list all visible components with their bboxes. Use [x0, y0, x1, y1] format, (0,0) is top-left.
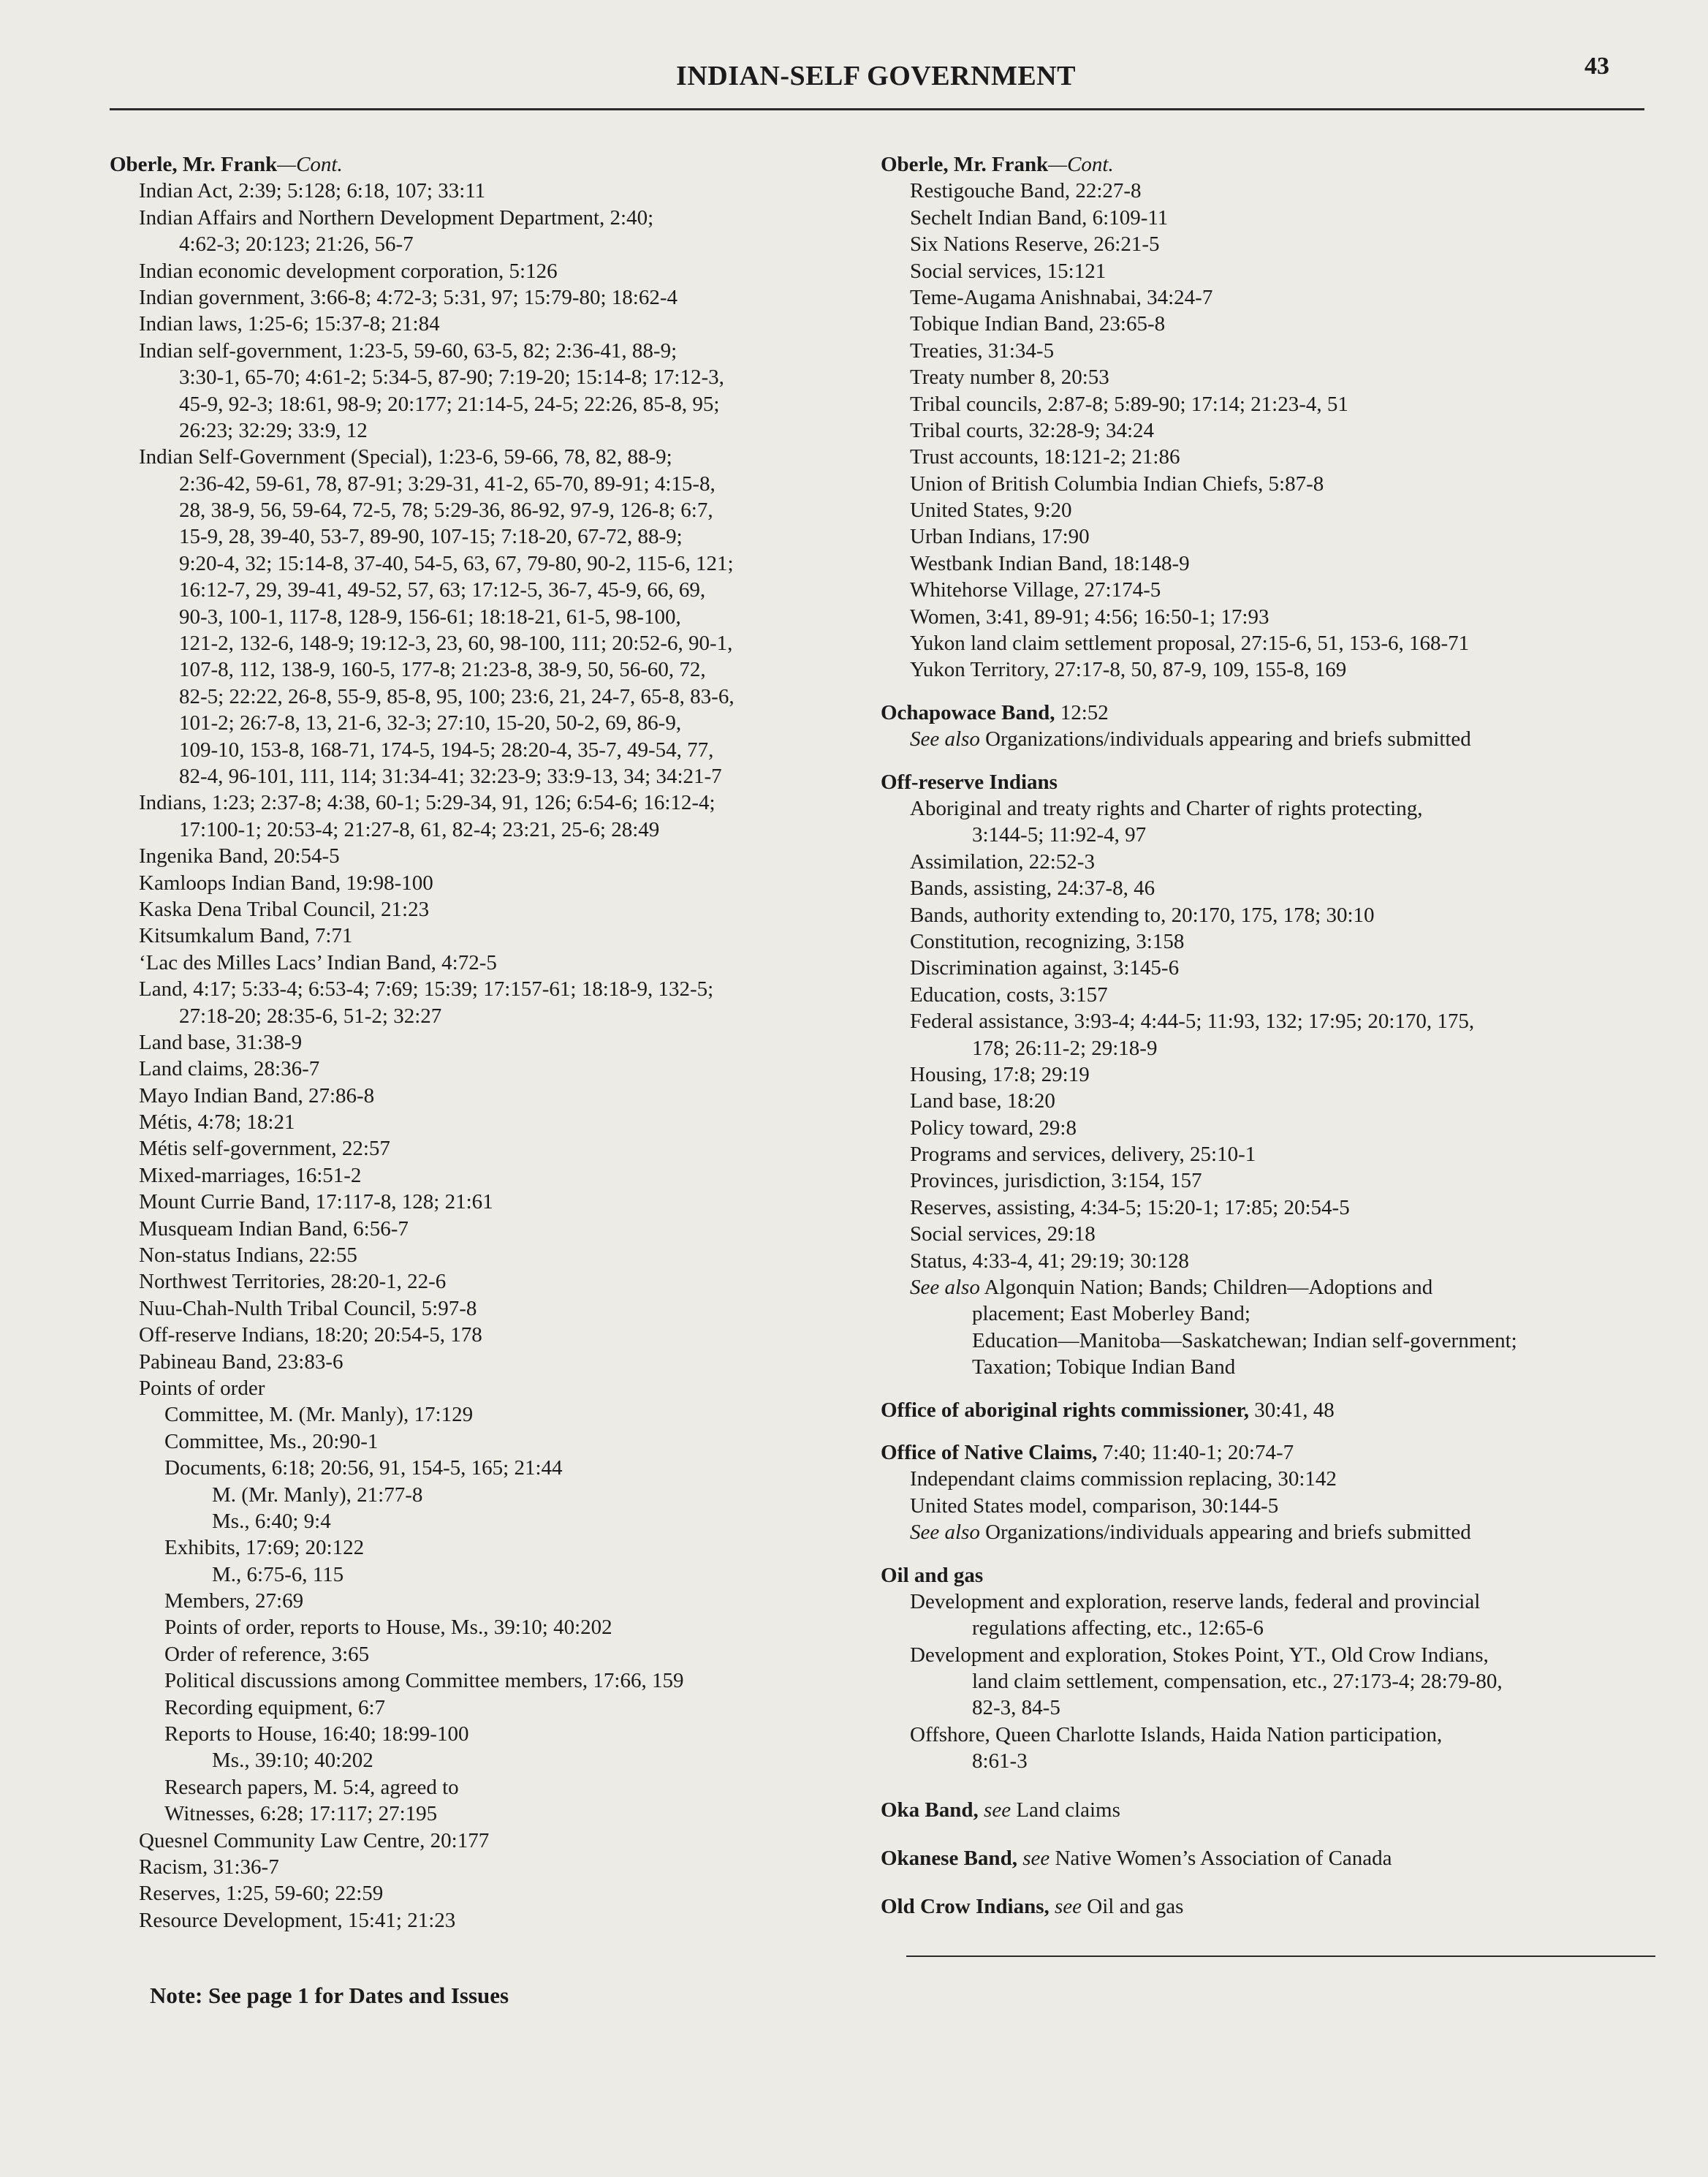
entry-text: 121-2, 132-6, 148-9; 19:12-3, 23, 60, 98-100, 111; 20:52-6, 90-1, — [179, 632, 733, 656]
see-reference: see — [978, 1798, 1011, 1822]
entry-text: Land, 4:17; 5:33-4; 6:53-4; 7:69; 15:39; 17:157-61; 18:18-9, 132-5; — [139, 977, 714, 1002]
entry-text: Mixed-marriages, 16:51-2 — [139, 1163, 362, 1187]
index-subentry — [110, 284, 862, 311]
index-subentry — [881, 1642, 1655, 1668]
entry-text: Land claims, 28:36-7 — [139, 1057, 320, 1081]
index-subentry — [881, 1695, 1655, 1721]
index-subentry — [110, 364, 862, 390]
entry-text: Federal assistance, 3:93-4; 4:44-5; 11:93, 132; 17:95; 20:170, 175, — [910, 1010, 1475, 1034]
index-subentry — [110, 1242, 862, 1268]
index-subentry — [881, 604, 1655, 630]
index-subentry — [881, 902, 1655, 928]
index-subentry — [881, 1141, 1655, 1167]
entry-text: Reserves, 1:25, 59-60; 22:59 — [139, 1882, 384, 1906]
index-subentry — [881, 1668, 1655, 1695]
entry-text: 82-5; 22:22, 26-8, 55-9, 85-8, 95, 100; 23:6, 21, 24-7, 65-8, 83-6, — [179, 684, 735, 708]
index-heading — [881, 1845, 1655, 1871]
entry-text: Métis, 4:78; 18:21 — [139, 1110, 295, 1135]
index-subentry — [110, 1135, 862, 1162]
entry-text: Exhibits, 17:69; 20:122 — [164, 1536, 365, 1560]
index-subentry — [110, 258, 862, 284]
index-heading — [110, 151, 862, 178]
entry-text: Indian government, 3:66-8; 4:72-3; 5:31, 97; 15:79-80; 18:62-4 — [139, 285, 677, 309]
see-reference: see — [1049, 1895, 1082, 1919]
entry-text: Treaties, 31:34-5 — [910, 338, 1055, 363]
index-subentry — [110, 1003, 862, 1029]
entry-text: 28, 38-9, 56, 59-64, 72-5, 78; 5:29-36, 86-92, 97-9, 126-8; 6:7, — [179, 499, 713, 523]
index-subentry — [110, 1561, 862, 1588]
index-subentry — [110, 1322, 862, 1348]
index-subentry — [110, 817, 862, 843]
entry-text: Recording equipment, 6:7 — [164, 1695, 386, 1719]
index-subentry — [110, 1109, 862, 1135]
index-subentry — [110, 338, 862, 364]
entry-text: Bands, authority extending to, 20:170, 175, 178; 30:10 — [910, 903, 1375, 927]
entry-text: Mayo Indian Band, 27:86-8 — [139, 1083, 375, 1108]
index-subentry — [881, 1274, 1655, 1300]
running-head — [110, 53, 1642, 111]
entry-text: Offshore, Queen Charlotte Islands, Haida Nation participation, — [910, 1722, 1443, 1746]
entry-text: Treaty number 8, 20:53 — [910, 366, 1109, 390]
entry-text: 107-8, 112, 138-9, 160-5, 177-8; 21:23-8, 38-9, 50, 56-60, 72, — [179, 658, 706, 682]
entry-text: Westbank Indian Band, 18:148-9 — [910, 551, 1190, 575]
entry-text: 27:18-20; 28:35-6, 51-2; 32:27 — [179, 1004, 442, 1028]
index-subentry — [881, 1589, 1655, 1615]
page-number: 43 — [1584, 53, 1609, 80]
entry-text: Indian economic development corporation, 5:126 — [139, 259, 558, 283]
index-heading — [881, 1893, 1655, 1920]
index-subentry — [881, 1088, 1655, 1114]
index-subentry — [110, 1455, 862, 1481]
entry-text: Policy toward, 29:8 — [910, 1116, 1077, 1140]
index-subentry — [110, 1401, 862, 1428]
index-heading — [881, 769, 1655, 795]
entry-text: Education—Manitoba—Saskatchewan; Indian self-government; — [972, 1328, 1517, 1352]
index-subentry — [110, 1029, 862, 1056]
index-subentry — [881, 795, 1655, 822]
entry-text: Development and exploration, Stokes Point, YT., Old Crow Indians, — [910, 1643, 1489, 1667]
entry-text: Ms., 6:40; 9:4 — [212, 1509, 331, 1533]
see-also-label: See also — [910, 1521, 980, 1545]
entry-text: Order of reference, 3:65 — [164, 1642, 370, 1666]
entry-text: Off-reserve Indians, 18:20; 20:54-5, 178 — [139, 1323, 482, 1347]
entry-text: Provinces, jurisdiction, 3:154, 157 — [910, 1169, 1202, 1193]
continued-label: —Cont. — [1048, 153, 1114, 176]
entry-text: Six Nations Reserve, 26:21-5 — [910, 232, 1160, 257]
index-subentry — [110, 1189, 862, 1215]
entry-text: Programs and services, delivery, 25:10-1 — [910, 1143, 1256, 1167]
entry-text: Kitsumkalum Band, 7:71 — [139, 924, 353, 948]
heading-reference: Native Women’s Association of Canada — [1050, 1847, 1392, 1871]
index-subentry — [881, 1008, 1655, 1034]
heading-text: Oberle, Mr. Frank — [881, 153, 1049, 176]
entry-text: Reserves, assisting, 4:34-5; 15:20-1; 17:85; 20:54-5 — [910, 1195, 1350, 1219]
heading-reference: 7:40; 11:40-1; 20:74-7 — [1097, 1440, 1294, 1464]
entry-text: Indian Self-Government (Special), 1:23-6, 59-66, 78, 82, 88-9; — [139, 445, 672, 469]
entry-text: Kamloops Indian Band, 19:98-100 — [139, 871, 433, 895]
entry-text: Social services, 15:121 — [910, 259, 1107, 283]
index-heading — [881, 1439, 1655, 1466]
entry-text: Women, 3:41, 89-91; 4:56; 16:50-1; 17:93 — [910, 605, 1269, 629]
index-subentry — [110, 1854, 862, 1880]
index-subentry — [110, 1083, 862, 1109]
index-subentry — [881, 1328, 1655, 1354]
entry-text: Tribal councils, 2:87-8; 5:89-90; 17:14; 21:23-4, 51 — [910, 392, 1348, 416]
entry-text: 9:20-4, 32; 15:14-8, 37-40, 54-5, 63, 67, 79-80, 90-2, 115-6, 121; — [179, 551, 734, 575]
index-subentry — [110, 1614, 862, 1640]
entry-text: Whitehorse Village, 27:174-5 — [910, 578, 1161, 602]
entry-text: Resource Development, 15:41; 21:23 — [139, 1908, 456, 1932]
entry-text: land claim settlement, compensation, etc., 27:173-4; 28:79-80, — [972, 1670, 1503, 1694]
index-subentry — [110, 656, 862, 683]
entry-text: 3:30-1, 65-70; 4:61-2; 5:34-5, 87-90; 7:19-20; 15:14-8; 17:12-3, — [179, 366, 724, 390]
index-heading — [881, 1797, 1655, 1823]
index-column-right — [881, 151, 1655, 1920]
index-subentry — [881, 1115, 1655, 1141]
index-subentry — [881, 258, 1655, 284]
index-subentry — [110, 843, 862, 869]
heading-text: Okanese Band, — [881, 1847, 1017, 1871]
index-subentry — [881, 822, 1655, 848]
entry-text: Points of order — [139, 1376, 265, 1400]
index-subentry — [110, 790, 862, 816]
heading-text: Office of Native Claims, — [881, 1440, 1098, 1464]
index-subentry — [881, 205, 1655, 231]
entry-text: ‘Lac des Milles Lacs’ Indian Band, 4:72-5 — [139, 950, 497, 974]
heading-reference: 12:52 — [1055, 700, 1109, 724]
index-subentry — [110, 923, 862, 949]
entry-text: Tobique Indian Band, 23:65-8 — [910, 312, 1166, 336]
see-also-label: See also — [910, 727, 980, 751]
index-subentry — [881, 523, 1655, 550]
index-subentry — [881, 1035, 1655, 1061]
index-subentry — [110, 1641, 862, 1667]
entry-text: Sechelt Indian Band, 6:109-11 — [910, 205, 1169, 230]
heading-text: Oberle, Mr. Frank — [110, 153, 278, 176]
entry-text: Constitution, recognizing, 3:158 — [910, 929, 1185, 953]
index-subentry — [110, 1828, 862, 1854]
entry-text: 26:23; 32:29; 33:9, 12 — [179, 418, 368, 442]
index-subentry — [881, 630, 1655, 656]
index-subentry — [110, 311, 862, 337]
entry-text: Development and exploration, reserve lands, federal and provincial — [910, 1589, 1481, 1613]
index-subentry — [881, 1615, 1655, 1641]
entry-text: Indian laws, 1:25-6; 15:37-8; 21:84 — [139, 312, 440, 336]
header-rule — [110, 108, 1644, 110]
heading-text: Ochapowace Band, — [881, 700, 1055, 724]
index-subentry — [881, 284, 1655, 311]
entry-text: Taxation; Tobique Indian Band — [972, 1355, 1236, 1379]
index-subentry — [110, 417, 862, 444]
heading-text: Office of aboriginal rights commissioner, — [881, 1398, 1249, 1422]
entry-text: 15-9, 28, 39-40, 53-7, 89-90, 107-15; 7:18-20, 67-72, 88-9; — [179, 525, 683, 549]
entry-text: M., 6:75-6, 115 — [212, 1562, 344, 1586]
index-subentry — [881, 231, 1655, 257]
index-subentry — [110, 763, 862, 790]
footer-note: Note: See page 1 for Dates and Issues — [150, 1983, 509, 2008]
entry-text: Trust accounts, 18:121-2; 21:86 — [910, 445, 1180, 469]
index-subentry — [881, 1519, 1655, 1545]
entry-text: Assimilation, 22:52-3 — [910, 849, 1095, 874]
index-subentry — [881, 1221, 1655, 1247]
entry-text: United States, 9:20 — [910, 499, 1072, 523]
index-subentry — [110, 178, 862, 204]
index-subentry — [110, 1801, 862, 1827]
index-subentry — [881, 928, 1655, 955]
see-also-target: Algonquin Nation; Bands; Children—Adoptions and — [979, 1276, 1433, 1300]
entry-text: Indian Affairs and Northern Development Department, 2:40; — [139, 205, 654, 230]
entry-text: Social services, 29:18 — [910, 1222, 1096, 1246]
entry-text: Nuu-Chah-Nulth Tribal Council, 5:97-8 — [139, 1296, 477, 1320]
entry-text: regulations affecting, etc., 12:65-6 — [972, 1616, 1264, 1640]
entry-text: Bands, assisting, 24:37-8, 46 — [910, 877, 1155, 901]
entry-text: Non-status Indians, 22:55 — [139, 1243, 357, 1268]
continued-label: —Cont. — [277, 153, 343, 176]
index-subentry — [110, 1428, 862, 1455]
see-reference: see — [1017, 1847, 1050, 1871]
heading-reference: 30:41, 48 — [1248, 1398, 1335, 1422]
entry-text: Documents, 6:18; 20:56, 91, 154-5, 165; 21:44 — [164, 1456, 563, 1480]
entry-text: 17:100-1; 20:53-4; 21:27-8, 61, 82-4; 23:21, 25-6; 28:49 — [179, 817, 660, 841]
see-also-label: See also — [910, 1276, 980, 1300]
index-subentry — [881, 1300, 1655, 1327]
entry-text: Status, 4:33-4, 41; 29:19; 30:128 — [910, 1249, 1189, 1273]
index-subentry — [881, 1248, 1655, 1274]
index-subentry — [881, 849, 1655, 875]
index-subentry — [110, 1907, 862, 1934]
index-subentry — [110, 231, 862, 257]
entry-text: 109-10, 153-8, 168-71, 174-5, 194-5; 28:20-4, 35-7, 49-54, 77, — [179, 738, 714, 762]
index-subentry — [110, 950, 862, 976]
index-subentry — [110, 1482, 862, 1508]
entry-text: Research papers, M. 5:4, agreed to — [164, 1775, 459, 1799]
entry-text: 8:61-3 — [972, 1749, 1028, 1773]
entry-text: Committee, M. (Mr. Manly), 17:129 — [164, 1403, 474, 1427]
index-subentry — [881, 1493, 1655, 1519]
index-subentry — [110, 737, 862, 763]
entry-text: Independant claims commission replacing, 30:142 — [910, 1467, 1337, 1491]
entry-text: 16:12-7, 29, 39-41, 49-52, 57, 63; 17:12-5, 36-7, 45-9, 66, 69, — [179, 578, 706, 602]
page-title: INDIAN-SELF GOVERNMENT — [676, 61, 1076, 91]
index-subentry — [110, 1295, 862, 1322]
index-subentry — [110, 497, 862, 523]
footer-rule — [906, 1955, 1655, 1957]
entry-text: Northwest Territories, 28:20-1, 22-6 — [139, 1270, 447, 1294]
entry-text: Indians, 1:23; 2:37-8; 4:38, 60-1; 5:29-34, 91, 126; 6:54-6; 16:12-4; — [139, 791, 716, 815]
entry-text: Yukon land claim settlement proposal, 27:15-6, 51, 153-6, 168-71 — [910, 632, 1470, 656]
index-subentry — [881, 1354, 1655, 1380]
index-subentry — [110, 1375, 862, 1401]
entry-text: Points of order, reports to House, Ms., 39:10; 40:202 — [164, 1616, 612, 1640]
index-subentry — [110, 1667, 862, 1694]
entry-text: Ingenika Band, 20:54-5 — [139, 844, 340, 868]
entry-text: Racism, 31:36-7 — [139, 1855, 279, 1879]
index-subentry — [110, 684, 862, 710]
entry-text: 82-4, 96-101, 111, 114; 31:34-41; 32:23-9; 33:9-13, 34; 34:21-7 — [179, 764, 722, 788]
entry-text: Pabineau Band, 23:83-6 — [139, 1349, 344, 1374]
index-subentry — [110, 1695, 862, 1721]
index-subentry — [110, 1508, 862, 1534]
index-subentry — [881, 875, 1655, 901]
index-subentry — [110, 1534, 862, 1561]
index-subentry — [881, 577, 1655, 603]
entry-text: 101-2; 26:7-8, 13, 21-6, 32-3; 27:10, 15-20, 50-2, 69, 86-9, — [179, 711, 682, 735]
entry-text: Aboriginal and treaty rights and Charter of rights protecting, — [910, 796, 1423, 820]
index-subentry — [881, 1194, 1655, 1221]
entry-text: Métis self-government, 22:57 — [139, 1137, 390, 1161]
index-subentry — [881, 726, 1655, 752]
heading-text: Old Crow Indians, — [881, 1895, 1050, 1919]
entry-text: Witnesses, 6:28; 17:117; 27:195 — [164, 1802, 438, 1826]
entry-text: Housing, 17:8; 29:19 — [910, 1062, 1090, 1086]
entry-text: Land base, 31:38-9 — [139, 1030, 303, 1054]
entry-text: M. (Mr. Manly), 21:77-8 — [212, 1483, 423, 1507]
index-subentry — [881, 444, 1655, 470]
index-subentry — [881, 497, 1655, 523]
index-subentry — [110, 976, 862, 1002]
index-subentry — [110, 205, 862, 231]
index-subentry — [881, 1722, 1655, 1748]
entry-text: Indian self-government, 1:23-5, 59-60, 63-5, 82; 2:36-41, 88-9; — [139, 338, 677, 363]
entry-text: placement; East Moberley Band; — [972, 1302, 1250, 1326]
index-subentry — [110, 1747, 862, 1773]
index-subentry — [110, 550, 862, 577]
index-subentry — [110, 896, 862, 923]
index-subentry — [881, 656, 1655, 683]
entry-text: 90-3, 100-1, 117-8, 128-9, 156-61; 18:18-21, 61-5, 98-100, — [179, 605, 681, 629]
index-subentry — [110, 523, 862, 550]
index-subentry — [881, 178, 1655, 204]
index-subentry — [110, 391, 862, 417]
index-subentry — [881, 1061, 1655, 1088]
index-subentry — [110, 604, 862, 630]
entry-text: Restigouche Band, 22:27-8 — [910, 179, 1142, 203]
index-subentry — [881, 1466, 1655, 1492]
index-column-left — [110, 151, 862, 1934]
index-subentry — [110, 1268, 862, 1295]
index-subentry — [110, 1880, 862, 1907]
index-heading — [881, 1397, 1655, 1423]
entry-text: Members, 27:69 — [164, 1589, 304, 1613]
entry-text: Quesnel Community Law Centre, 20:177 — [139, 1828, 490, 1852]
entry-text: 45-9, 92-3; 18:61, 98-9; 20:177; 21:14-5, 24-5; 22:26, 85-8, 95; — [179, 392, 720, 416]
entry-text: 178; 26:11-2; 29:18-9 — [972, 1036, 1158, 1060]
entry-text: Land base, 18:20 — [910, 1089, 1055, 1113]
entry-text: Musqueam Indian Band, 6:56-7 — [139, 1216, 409, 1241]
index-heading — [881, 1562, 1655, 1589]
entry-text: Committee, Ms., 20:90-1 — [164, 1429, 379, 1453]
index-subentry — [110, 1721, 862, 1747]
index-subentry — [881, 1748, 1655, 1774]
index-subentry — [881, 338, 1655, 364]
index-subentry — [881, 1167, 1655, 1194]
index-subentry — [110, 870, 862, 896]
index-subentry — [881, 550, 1655, 577]
index-subentry — [881, 364, 1655, 390]
heading-reference: Land claims — [1011, 1798, 1120, 1822]
index-subentry — [881, 417, 1655, 444]
entry-text: Indian Act, 2:39; 5:128; 6:18, 107; 33:11 — [139, 179, 486, 203]
entry-text: United States model, comparison, 30:144-5 — [910, 1493, 1279, 1518]
index-subentry — [110, 1216, 862, 1242]
entry-text: Tribal courts, 32:28-9; 34:24 — [910, 418, 1155, 442]
heading-text: Oil and gas — [881, 1563, 984, 1587]
entry-text: Urban Indians, 17:90 — [910, 525, 1090, 549]
entry-text: Education, costs, 3:157 — [910, 983, 1108, 1007]
heading-text: Off-reserve Indians — [881, 770, 1058, 794]
entry-text: Ms., 39:10; 40:202 — [212, 1749, 373, 1773]
heading-reference: Oil and gas — [1082, 1895, 1184, 1919]
index-subentry — [110, 471, 862, 497]
index-heading — [881, 151, 1655, 178]
entry-text: Reports to House, 16:40; 18:99-100 — [164, 1722, 469, 1746]
index-subentry — [881, 311, 1655, 337]
entry-text: Discrimination against, 3:145-6 — [910, 956, 1180, 980]
index-subentry — [881, 955, 1655, 981]
index-subentry — [110, 444, 862, 470]
entry-text: 82-3, 84-5 — [972, 1696, 1060, 1720]
index-subentry — [110, 1162, 862, 1189]
index-subentry — [110, 577, 862, 603]
index-subentry — [110, 1774, 862, 1801]
index-subentry — [110, 630, 862, 656]
index-subentry — [881, 471, 1655, 497]
see-also-target: Organizations/individuals appearing and briefs submitted — [979, 1521, 1471, 1545]
see-also-target: Organizations/individuals appearing and briefs submitted — [979, 727, 1471, 751]
entry-text: Mount Currie Band, 17:117-8, 128; 21:61 — [139, 1190, 493, 1214]
entry-text: Yukon Territory, 27:17-8, 50, 87-9, 109, 155-8, 169 — [910, 658, 1347, 682]
heading-text: Oka Band, — [881, 1798, 979, 1822]
entry-text: Teme-Augama Anishnabai, 34:24-7 — [910, 285, 1213, 309]
entry-text: 3:144-5; 11:92-4, 97 — [972, 823, 1147, 847]
index-heading — [881, 700, 1655, 726]
index-subentry — [881, 982, 1655, 1008]
entry-text: Union of British Columbia Indian Chiefs, 5:87-8 — [910, 472, 1324, 496]
index-subentry — [110, 710, 862, 736]
entry-text: 4:62-3; 20:123; 21:26, 56-7 — [179, 232, 414, 257]
index-subentry — [110, 1056, 862, 1082]
index-subentry — [110, 1588, 862, 1614]
index-subentry — [881, 391, 1655, 417]
entry-text: 2:36-42, 59-61, 78, 87-91; 3:29-31, 41-2, 65-70, 89-91; 4:15-8, — [179, 472, 716, 496]
index-subentry — [110, 1349, 862, 1375]
entry-text: Political discussions among Committee members, 17:66, 159 — [164, 1669, 684, 1693]
entry-text: Kaska Dena Tribal Council, 21:23 — [139, 897, 430, 921]
